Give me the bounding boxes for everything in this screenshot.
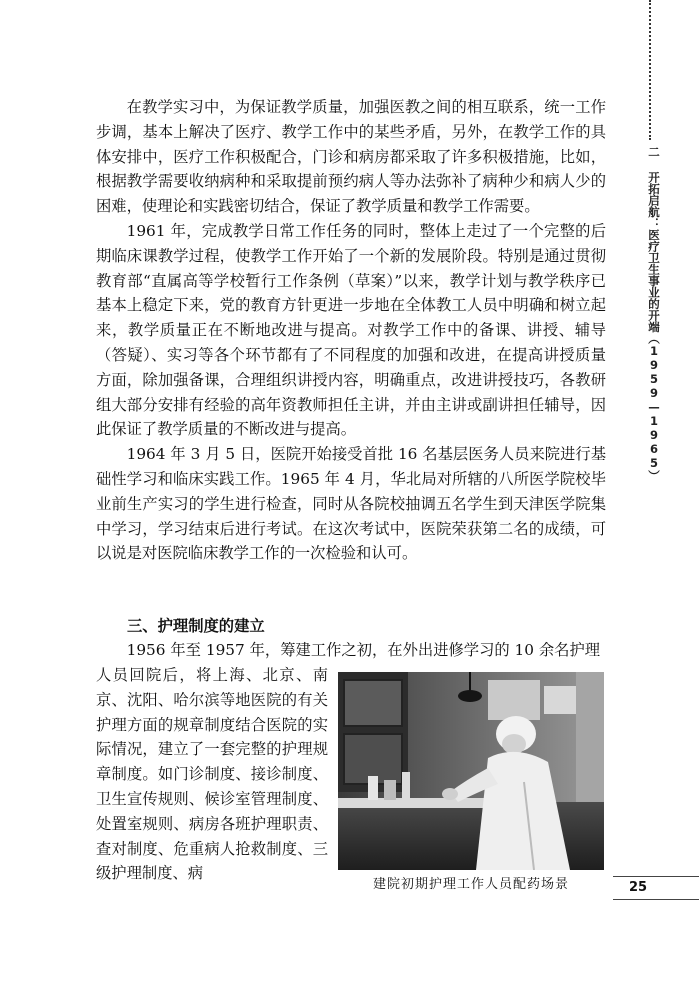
paragraph-first-line: 1956 年至 1957 年，筹建工作之初，在外出进修学习的 10 余名护理 [126, 641, 601, 659]
section-heading: 三、护理制度的建立 [127, 617, 265, 635]
paragraph: 在教学实习中，为保证教学质量，加强医教之间的相互联系，统一工作步调，基本上解决了医疗、教学工作中的某些矛盾，另外，在教学工作的具体安排中，医疗工作积极配合，门诊和病房都采取了许多积极措施，比如，根据教学需要收纳病种和采取提前预约病人等办法弥补了病种少和病人少的困难，使理论和实践密切结合，保证了教学质量和教学工作需要。 [96, 98, 606, 216]
photo-caption: 建院初期护理工作人员配药场景 [372, 877, 569, 892]
side-running-header: 二 开拓启航：医疗卫生事业的开端（1959—1965） [647, 146, 661, 482]
nurse-dispensing-photo [338, 672, 604, 870]
page-number: 25 [628, 880, 648, 895]
paragraph-wrapped-column: 人员回院后，将上海、北京、南京、沈阳、哈尔滨等地医院的有关护理方面的规章制度结合医院的实际情况，建立了一套完整的护理规章制度。如门诊制度、接诊制度、卫生宣传规则、候诊室管理制度、处置室规则、病房各班护理职责、查对制度、危重病人抢救制度、三级护理制度、病 [96, 666, 328, 883]
paragraph: 1961 年，完成教学日常工作任务的同时，整体上走过了一个完整的后期临床课教学过程，使教学工作开始了一个新的发展阶段。特别是通过贯彻教育部“直属高等学校暂行工作条例（草案）”以来，教学计划与教学秩序已基本上稳定下来，党的教育方针更进一步地在全体教工人员中明确和树立起来，教学质量正在不断地改进与提高。对教学工作中的备课、讲授、辅导（答疑）、实习等各个环节都有了不同程度的加强和改进，在提高讲授质量方面，除加强备课，合理组织讲授内容，明确重点，改进讲授技巧，各教研组大部分安排有经验的高年资教师担任主讲，并由主讲或副讲担任辅导，因此保证了教学质量的不断改进与提高。 [96, 221, 606, 439]
side-header-dotted-rule [649, 0, 651, 140]
paragraph: 1964 年 3 月 5 日，医院开始接受首批 16 名基层医务人员来院进行基础性学习和临床实践工作。1965 年 4 月，华北局对所辖的八所医学院校毕业前生产实习的学生进行检查，同时从各院校抽调五名学生到天津医学院集中学习，学习结束后进行考试。在这次考试中，医院荣获第二名的成绩，可以说是对医院临床教学工作的一次检验和认可。 [96, 445, 606, 563]
body-text-block [96, 95, 606, 566]
